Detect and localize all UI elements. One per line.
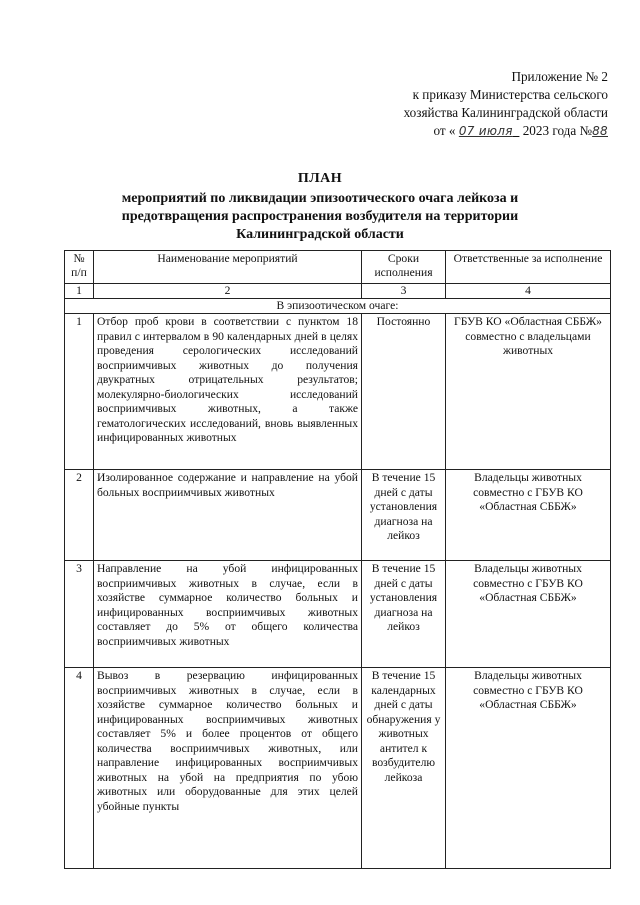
table-header-row bbox=[65, 251, 611, 284]
row-responsible: ГБУВ КО «Областная СББЖ» совместно с владельцами животных bbox=[446, 314, 611, 470]
title-heading: ПЛАН bbox=[297, 171, 343, 186]
date-prefix: от « bbox=[433, 123, 456, 138]
header-num: № п/п bbox=[65, 251, 94, 284]
title-line-1: мероприятий по ликвидации эпизоотического очага лейкоза и bbox=[121, 191, 519, 206]
column-index: 2 bbox=[94, 284, 362, 299]
row-number: 4 bbox=[65, 668, 94, 869]
table-row bbox=[65, 470, 611, 561]
section-row bbox=[65, 299, 611, 314]
row-term: В течение 15 дней с даты установления диагноза на лейкоз bbox=[362, 561, 446, 668]
row-number: 1 bbox=[65, 314, 94, 470]
document-title bbox=[0, 170, 640, 244]
plan-table bbox=[64, 250, 611, 869]
appendix-date-line bbox=[404, 122, 608, 140]
row-responsible: Владельцы животных совместно с ГБУВ КО «Областная СББЖ» bbox=[446, 561, 611, 668]
column-index: 4 bbox=[446, 284, 611, 299]
handwritten-date: 07 июля bbox=[458, 124, 513, 138]
row-term: В течение 15 дней с даты установления диагноза на лейкоз bbox=[362, 470, 446, 561]
row-number: 3 bbox=[65, 561, 94, 668]
header-term: Сроки исполнения bbox=[362, 251, 446, 284]
row-measure: Направление на убой инфицированных восприимчивых животных в случае, если в хозяйстве суммарное количество больных и инфицированных восприимчивых животных составляет до 5% от общего количества восприимчивых животных bbox=[94, 561, 362, 668]
date-underline bbox=[513, 123, 520, 138]
title-line-3: Калининградской области bbox=[236, 227, 404, 242]
column-index-row bbox=[65, 284, 611, 299]
table-row bbox=[65, 561, 611, 668]
row-term: В течение 15 календарных дней с даты обнаружения у животных антител к возбудителю лейкоза bbox=[362, 668, 446, 869]
header-name: Наименование мероприятий bbox=[94, 251, 362, 284]
row-measure: Вывоз в резервацию инфицированных восприимчивых животных в случае, если в хозяйстве суммарное количество больных и инфицированных восприимчивых животных составляет 5% и более процентов от общего количества восприимчивых животных, или направление инфицированных восприимчивых животных на убой на предприятия по убою животных или оборудованные для этих целей убойные пункты bbox=[94, 668, 362, 869]
column-index: 1 bbox=[65, 284, 94, 299]
row-term: Постоянно bbox=[362, 314, 446, 470]
row-responsible: Владельцы животных совместно с ГБУВ КО «Областная СББЖ» bbox=[446, 470, 611, 561]
column-index: 3 bbox=[362, 284, 446, 299]
appendix-line-3: хозяйства Калининградской области bbox=[403, 105, 608, 120]
table-row bbox=[65, 668, 611, 869]
row-number: 2 bbox=[65, 470, 94, 561]
row-measure: Отбор проб крови в соответствии с пунктом 18 правил с интервалом в 90 календарных дней в целях проведения серологических исследований восприимчивых животных до получения двукратных отрицательных результатов; молекулярно-биологических исследований восприимчивых животных, а также гематологических исследований, вновь выявленных инфицированных животных bbox=[94, 314, 362, 470]
table-row bbox=[65, 314, 611, 470]
row-measure: Изолированное содержание и направление на убой больных восприимчивых животных bbox=[94, 470, 362, 561]
handwritten-number: 88 bbox=[592, 124, 608, 138]
appendix-line-1: Приложение № 2 bbox=[511, 69, 608, 84]
date-suffix: 2023 года № bbox=[522, 123, 593, 138]
appendix-header bbox=[404, 68, 608, 140]
section-title: В эпизоотическом очаге: bbox=[65, 299, 611, 314]
row-responsible: Владельцы животных совместно с ГБУВ КО «Областная СББЖ» bbox=[446, 668, 611, 869]
header-resp: Ответственные за исполнение bbox=[446, 251, 611, 284]
appendix-line-2: к приказу Министерства сельского bbox=[412, 87, 608, 102]
title-line-2: предотвращения распространения возбудителя на территории bbox=[121, 209, 519, 224]
